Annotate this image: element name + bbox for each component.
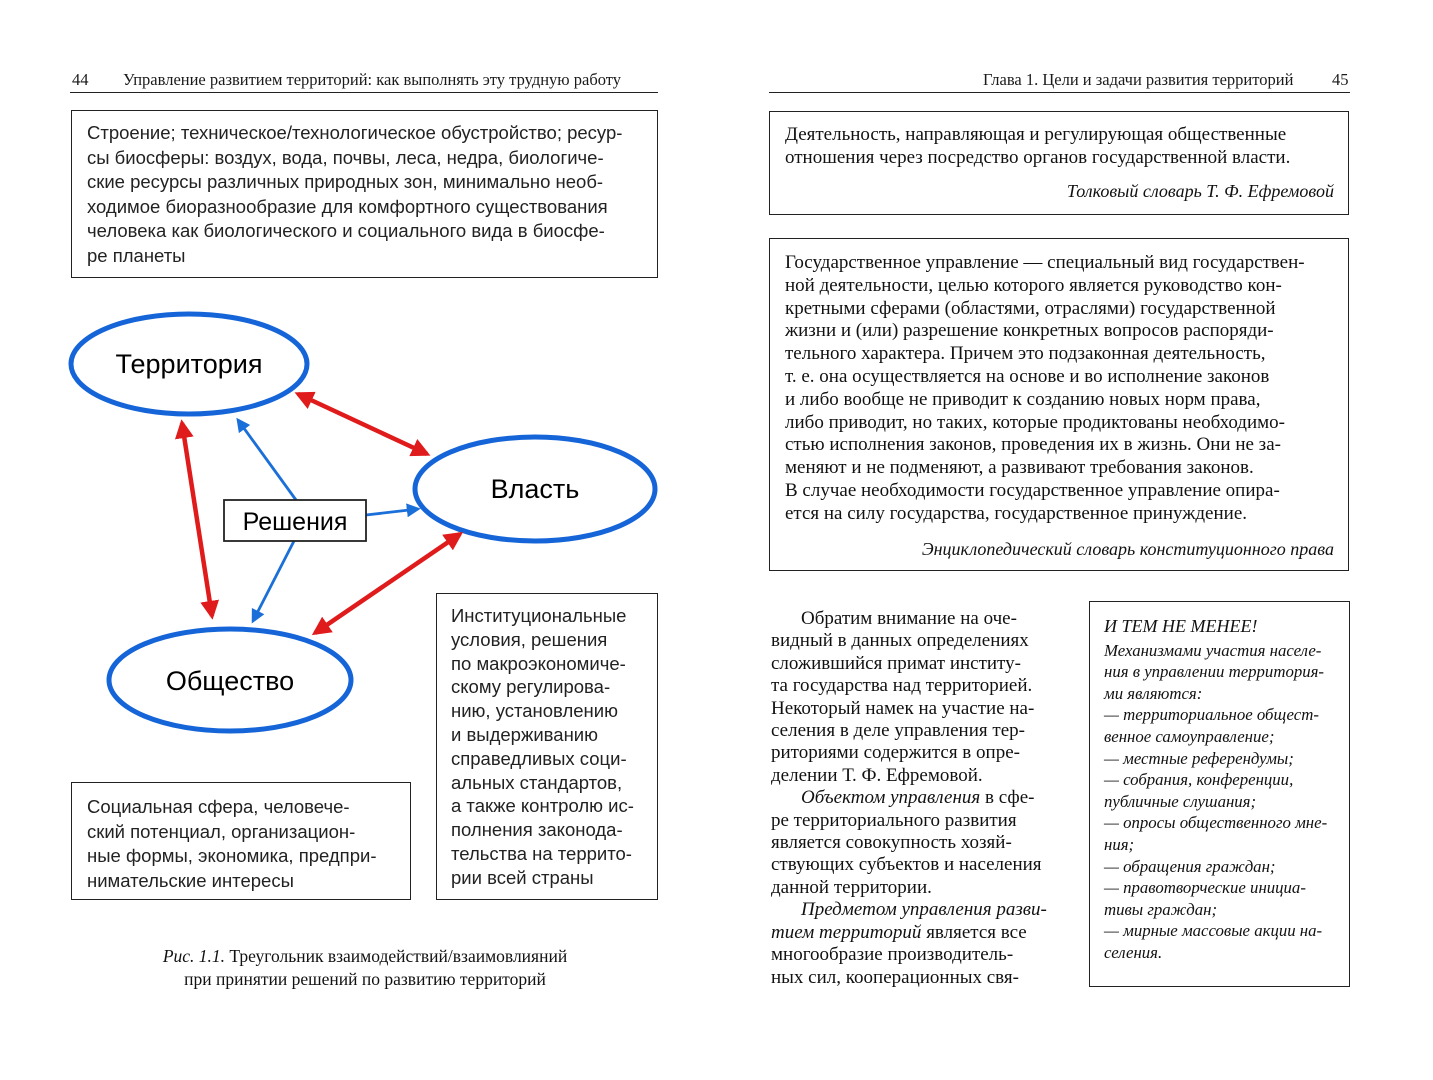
text-line: либо приводит, но таких, которые продиктованы необходимо- (785, 411, 1285, 433)
body-line: ных сил, кооперационных свя- (771, 966, 1019, 988)
text-line: ходимое биоразнообразие для комфортного существования (87, 195, 608, 217)
text-line: ре планеты (87, 244, 186, 266)
nb-line: — обращения граждан; (1104, 856, 1276, 876)
nb-line: — мирные массовые акции на- (1104, 921, 1323, 941)
label-decisions: Решения (242, 508, 348, 536)
red-arrow-territory-power (298, 394, 427, 454)
blue-arrow-to-power (366, 509, 418, 515)
text-line: по макроэкономиче- (451, 652, 626, 674)
body-line: данной территории. (771, 876, 932, 898)
text-line: тельного характера. Причем это подзаконная деятельность, (785, 343, 1266, 365)
body-line: Обратим внимание на оче- (801, 608, 1017, 629)
body-line: та государства над территорией. (771, 675, 1033, 697)
term-object: Объектом управления (801, 787, 981, 809)
body-line: видный в данных определениях (771, 630, 1029, 652)
body-fragment: является все (921, 921, 1027, 943)
text-line: меняют и не подменяют, а развивают требования законов. (785, 457, 1254, 479)
text-line: Деятельность, направляющая и регулирующая общественные (785, 124, 1287, 145)
nb-line: — правотворческие инициа- (1104, 878, 1306, 898)
left-running-head: Управление развитием территорий: как выполнять эту трудную работу (123, 70, 622, 89)
text-line: ной деятельности, целью которого является руководство кон- (785, 274, 1282, 296)
text-line: нимательские интересы (87, 869, 294, 891)
box-institutional-conditions (436, 593, 658, 900)
text-line: и выдерживанию (451, 723, 599, 745)
body-line (771, 787, 1061, 809)
nb-line: публичные слушания; (1104, 791, 1257, 811)
body-paragraphs (771, 608, 1061, 989)
text-line: а также контролю ис- (451, 795, 634, 817)
body-line (771, 922, 1061, 944)
nb-line: — опросы общественного мне- (1104, 813, 1328, 833)
box-definition-efremova (769, 111, 1349, 215)
text-line: сы биосферы: воздух, вода, почвы, леса, недра, биологиче- (87, 146, 604, 168)
label-power: Власть (490, 474, 580, 504)
text-line: ется на силу государства, государственное принуждение. (785, 502, 1248, 524)
text-line: рии всей страны (451, 866, 594, 888)
body-line: ствующих субъектов и населения (771, 854, 1042, 876)
caption-text-1: Треугольник взаимодействий/взаимовлияний (229, 946, 568, 966)
body-line: селения в деле управления тер- (771, 720, 1025, 742)
body-line: ре территориального развития (771, 809, 1017, 831)
body-fragment: в сфе- (980, 787, 1035, 809)
nb-title: И ТЕМ НЕ МЕНЕЕ! (1104, 616, 1258, 636)
body-line: является совокупность хозяй- (771, 832, 1012, 854)
nb-line: селения. (1104, 942, 1163, 962)
red-arrow-territory-society (182, 423, 212, 616)
box-definition-state-management (769, 238, 1349, 571)
nb-line: ми являются: (1104, 683, 1203, 703)
nb-line: ния в управлении территория- (1104, 662, 1325, 682)
nb-line: — территориальное общест- (1104, 705, 1319, 725)
term-subject: тием территорий (771, 921, 922, 943)
body-line: сложившийся примат институ- (771, 652, 1021, 674)
right-page-number: 45 (1332, 70, 1349, 89)
text-line: нию, установлению (451, 700, 618, 722)
label-society: Общество (165, 666, 295, 696)
nb-line: — собрания, конференции, (1104, 770, 1294, 790)
text-line: стью исполнения законов, проведения их в жизнь. Они не за- (785, 434, 1281, 456)
text-line: и либо вообще не приводит к созданию новых норм права, (785, 388, 1261, 410)
text-line: Институциональные (451, 605, 627, 626)
body-line: делении Т. Ф. Ефремовой. (771, 764, 983, 786)
text-line: отношения через посредство органов государственной власти. (785, 146, 1291, 168)
blue-arrow-to-society (253, 541, 294, 621)
nb-line: тивы граждан; (1104, 899, 1218, 919)
right-header-rule (769, 92, 1350, 93)
nb-line: — местные референдумы; (1104, 748, 1294, 768)
body-line: Некоторый намек на участие на- (771, 697, 1035, 719)
text-line: ские ресурсы различных природных зон, минимально необ- (87, 171, 604, 193)
text-line: тельства на террито- (451, 842, 632, 864)
body-line: многообразие производитель- (771, 944, 1014, 966)
caption-line-1 (120, 945, 610, 968)
text-line: Строение; техническое/технологическое обустройство; ресур- (87, 122, 623, 143)
nb-line: венное самоуправление; (1104, 726, 1275, 746)
source-efremova: Толковый словарь Т. Ф. Ефремовой (1066, 180, 1334, 201)
figure-caption (120, 945, 610, 991)
text-line: кретными сферами (областями, отраслями) государственной (785, 297, 1276, 319)
text-line: В случае необходимости государственное управление опира- (785, 479, 1280, 501)
text-line: альных стандартов, (451, 771, 623, 793)
text-line: жизни и (или) разрешение конкретных вопросов распоряди- (785, 320, 1274, 342)
nb-line: Механизмами участия населе- (1104, 640, 1322, 660)
label-territory: Территория (115, 349, 263, 379)
text-line: Государственное управление — специальный вид государствен- (785, 252, 1305, 273)
text-line: Социальная сфера, человече- (87, 796, 350, 817)
box-nevertheless (1089, 601, 1350, 987)
body-line: Предметом управления разви- (801, 899, 1047, 921)
caption-text-2: при принятии решений по развитию территорий (184, 969, 546, 989)
box-social-sphere (71, 782, 411, 900)
nb-line: ния; (1104, 834, 1135, 854)
source-encyclopedia: Энциклопедический словарь конституционного права (921, 538, 1334, 559)
text-line: скому регулирова- (451, 676, 611, 698)
text-line: справедливых соци- (451, 747, 627, 769)
left-page-number: 44 (72, 70, 89, 89)
text-line: полнения законода- (451, 819, 623, 841)
text-line: условия, решения (451, 628, 608, 650)
text-line: т. е. она осуществляется на основе и во исполнение законов (785, 365, 1270, 387)
blue-arrow-to-territory (238, 420, 296, 500)
caption-label: Рис. 1.1. (162, 946, 226, 966)
right-running-head: Глава 1. Цели и задачи развития территорий (983, 70, 1294, 89)
body-line: риториями содержится в опре- (771, 742, 1020, 764)
text-line: ский потенциал, организацион- (87, 820, 356, 842)
text-line: человека как биологического и социального вида в биосфе- (87, 220, 605, 242)
text-line: ные формы, экономика, предпри- (87, 845, 377, 867)
